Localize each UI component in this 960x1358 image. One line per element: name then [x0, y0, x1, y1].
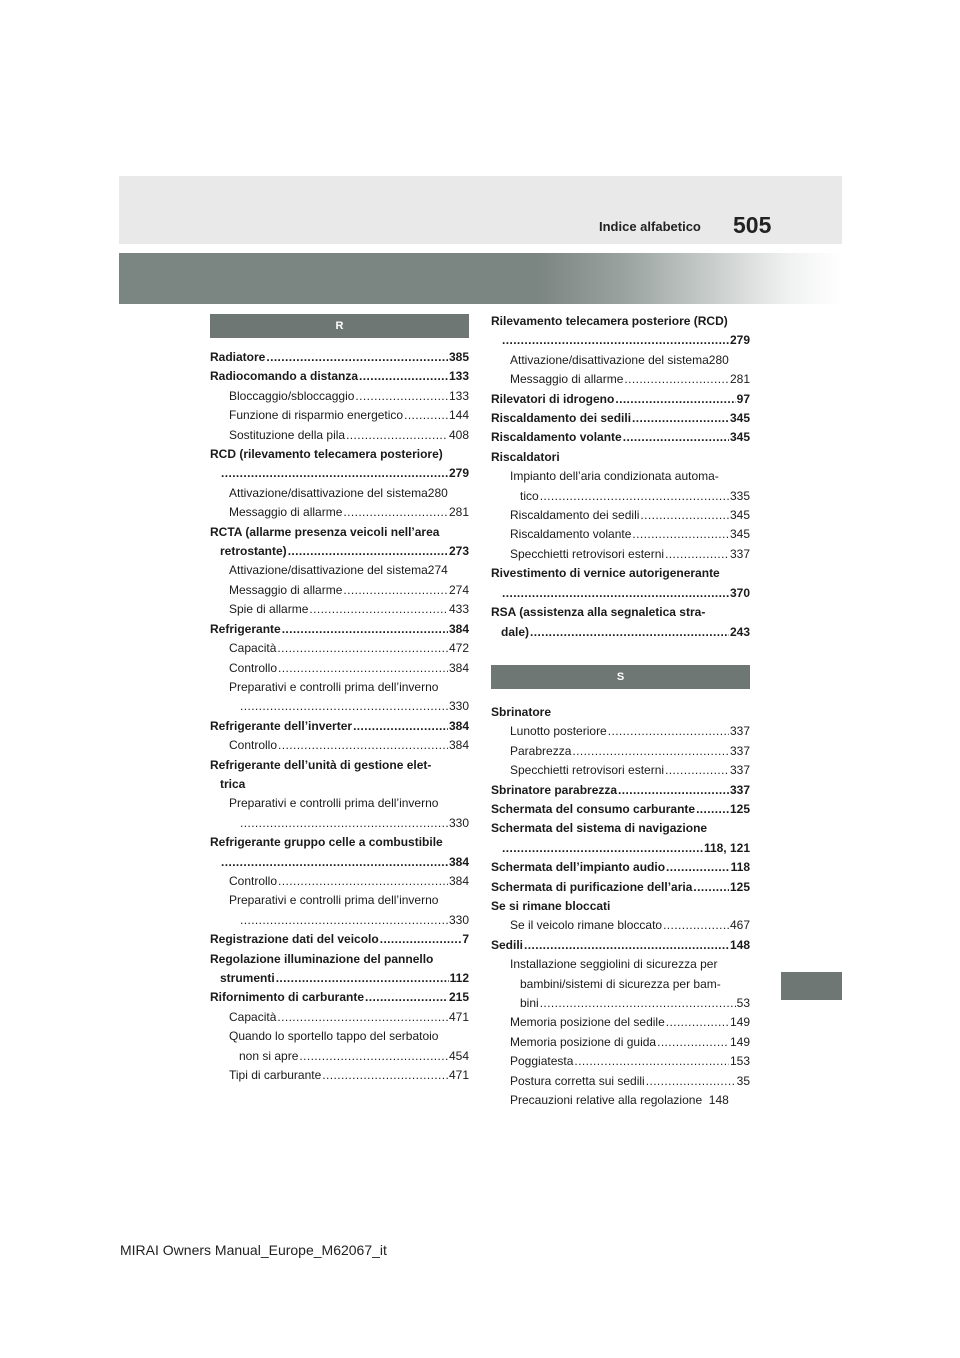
index-entry-heading: Riscaldatori [491, 449, 560, 464]
index-entry: Schermata di purificazione dell’aria ..... 125 [491, 878, 750, 897]
index-subentry: Spie di allarme ..... 433 [210, 600, 469, 619]
index-subentry: Specchietti retrovisori esterni ..... 337 [491, 761, 750, 780]
index-entry-continued: retrostante) ..... 273 [210, 542, 469, 561]
index-entry-continued: ..... 118, 121 [491, 839, 750, 858]
index-subentry: Poggiatesta ..... 153 [491, 1052, 750, 1071]
index-entry-heading: Regolazione illuminazione del pannello [210, 951, 434, 966]
index-entry: Schermata dell’impianto audio ..... 118 [491, 858, 750, 877]
index-entry-heading: Sbrinatore [491, 704, 552, 719]
index-subentry: Lunotto posteriore ..... 337 [491, 722, 750, 741]
index-subentry-continued: ..... 330 [210, 814, 469, 833]
index-subentry: Memoria posizione di guida ..... 149 [491, 1033, 750, 1052]
index-subentry: Parabrezza ..... 337 [491, 742, 750, 761]
index-subentry: Controllo ..... 384 [210, 736, 469, 755]
index-entry-continued: ..... 279 [210, 464, 469, 483]
index-subentry: Sostituzione della pila ..... 408 [210, 426, 469, 445]
index-entry-heading: Refrigerante dell’unità di gestione elet- [210, 757, 432, 772]
index-entry-continued: dale) ..... 243 [491, 623, 750, 642]
index-subentry: Specchietti retrovisori esterni ..... 337 [491, 545, 750, 564]
index-subentry-continued: tico ..... 335 [491, 487, 750, 506]
index-entry: Refrigerante ..... 384 [210, 620, 469, 639]
index-subentry-continued: bini ..... 53 [491, 994, 750, 1013]
index-entry-continued: strumenti ..... 112 [210, 969, 469, 988]
index-entry-continued: ..... 384 [210, 853, 469, 872]
index-column-left [210, 312, 469, 1085]
index-subentry: Controllo ..... 384 [210, 872, 469, 891]
index-entry-heading: Rivestimento di vernice autorigenerante [491, 566, 720, 581]
index-subentry: Controllo ..... 384 [210, 659, 469, 678]
index-entry-heading: Refrigerante gruppo celle a combustibile [210, 835, 443, 850]
decorative-banner [119, 253, 842, 304]
page-number: 505 [733, 212, 772, 238]
index-entry-continued: ..... 370 [491, 584, 750, 603]
index-subentry: Capacità ..... 472 [210, 639, 469, 658]
section-header-s: S [491, 665, 750, 689]
index-subentry-continued: ..... 330 [210, 697, 469, 716]
index-subentry-continued: bambini/sistemi di sicurezza per bam- [520, 976, 721, 991]
index-entry: Refrigerante dell’inverter ..... 384 [210, 717, 469, 736]
index-entry: Sedili ..... 148 [491, 936, 750, 955]
index-subentry: Preparativi e controlli prima dell’inverno [229, 796, 439, 811]
index-entry: Radiatore ..... 385 [210, 348, 469, 367]
index-entry: Rifornimento di carburante ..... 215 [210, 988, 469, 1007]
index-entry-heading: Rilevamento telecamera posteriore (RCD) [491, 314, 728, 328]
index-entry: Rilevatori di idrogeno ..... 97 [491, 390, 750, 409]
index-subentry: Postura corretta sui sedili ..... 35 [491, 1072, 750, 1091]
index-subentry: Memoria posizione del sedile ..... 149 [491, 1013, 750, 1032]
index-subentry: Riscaldamento volante ..... 345 [491, 525, 750, 544]
index-subentry: Attivazione/disattivazione del sistema274 [229, 563, 448, 578]
index-subentry: Impianto dell’aria condizionata automa- [510, 469, 719, 484]
index-entry: Riscaldamento volante ..... 345 [491, 428, 750, 447]
index-subentry: Preparativi e controlli prima dell’inverno [229, 679, 439, 694]
index-subentry: Riscaldamento dei sedili ..... 345 [491, 506, 750, 525]
index-entry: Radiocomando a distanza ..... 133 [210, 367, 469, 386]
document-footer: MIRAI Owners Manual_Europe_M62067_it [120, 1242, 387, 1258]
index-column-right [491, 312, 750, 1110]
chapter-thumb-tab [781, 972, 842, 1000]
index-entry-heading-continued: trica [220, 776, 246, 791]
index-entry: Registrazione dati del veicolo ..... 7 [210, 930, 469, 949]
index-entry: Sbrinatore parabrezza ..... 337 [491, 781, 750, 800]
index-subentry-continued: ..... 330 [210, 911, 469, 930]
index-subentry: Quando lo sportello tappo del serbatoio [229, 1029, 439, 1044]
index-entry-heading: RCD (rilevamento telecamera posteriore) [210, 447, 443, 462]
index-subentry: Messaggio di allarme ..... 274 [210, 581, 469, 600]
header-title: Indice alfabetico [599, 219, 701, 234]
index-entry: Riscaldamento dei sedili ..... 345 [491, 409, 750, 428]
index-entry: Schermata del consumo carburante ..... 125 [491, 800, 750, 819]
index-subentry-continued: non si apre ..... 454 [210, 1047, 469, 1066]
index-subentry: Attivazione/disattivazione del sistema280 [510, 352, 729, 367]
index-entry-heading: Schermata del sistema di navigazione [491, 821, 708, 836]
index-subentry: Attivazione/disattivazione del sistema280 [229, 485, 448, 500]
index-subentry: Precauzioni relative alla regolazione 148 [510, 1093, 729, 1108]
index-entry-continued: ..... 279 [491, 331, 750, 350]
index-subentry: Preparativi e controlli prima dell’inverno [229, 893, 439, 908]
index-subentry: Capacità ..... 471 [210, 1008, 469, 1027]
index-subentry: Messaggio di allarme ..... 281 [210, 503, 469, 522]
index-entry-heading: Se si rimane bloccati [491, 898, 611, 913]
index-subentry: Installazione seggiolini di sicurezza per [510, 957, 718, 972]
index-entry-heading: RSA (assistenza alla segnaletica stra- [491, 605, 706, 620]
index-subentry: Bloccaggio/sbloccaggio ..... 133 [210, 387, 469, 406]
index-entry-heading: RCTA (allarme presenza veicoli nell’area [210, 524, 440, 539]
index-subentry: Se il veicolo rimane bloccato ..... 467 [491, 916, 750, 935]
index-subentry: Tipi di carburante ..... 471 [210, 1066, 469, 1085]
section-header-r: R [210, 314, 469, 338]
index-subentry: Messaggio di allarme ..... 281 [491, 370, 750, 389]
index-subentry: Funzione di risparmio energetico ..... 144 [210, 406, 469, 425]
